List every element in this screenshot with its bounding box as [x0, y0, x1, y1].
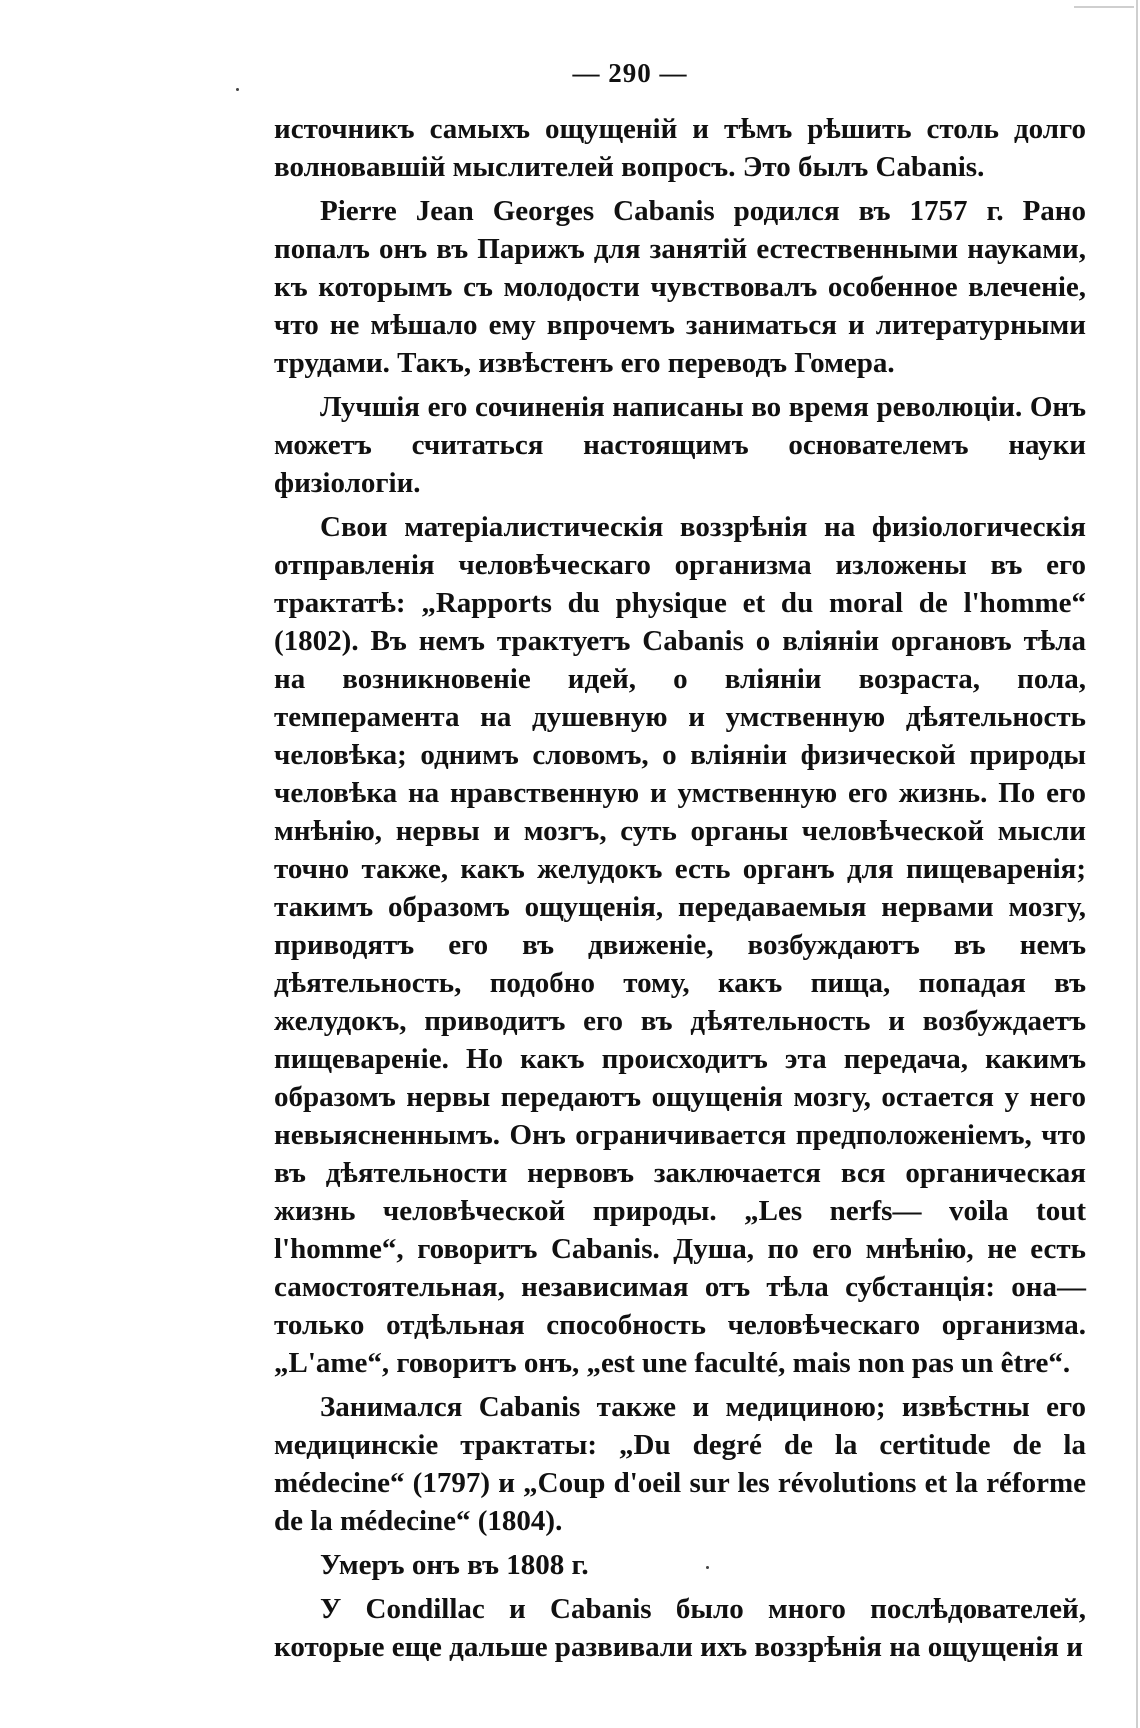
page-number: — 290 — — [572, 58, 688, 88]
body-text — [274, 110, 1086, 1672]
scan-edge-rule — [1074, 6, 1134, 8]
scan-edge-line — [1136, 0, 1138, 1728]
paragraph-1: источникъ самыхъ ощущеній и тѣмъ рѣшить столь долго волновавшій мыслителей вопросъ. Это былъ Cabanis. — [274, 113, 1086, 183]
paragraph-5: Занимался Cabanis также и медициною; извѣстны его медицинскіе трактаты: „Du degré de la certitude de la médecine“ (1797) и „Coup d'oeil sur les révolutions et la réforme de la médecine“ (1804). — [274, 1391, 1086, 1537]
paragraph-4: Свои матеріалистическія воззрѣнія на физіологическія отправленія человѣческаго организма изложены въ его трактатѣ: „Rapports du physique et du moral de l'homme“ (1802). Въ немъ трактуетъ Cabanis о вліяніи органовъ тѣла на возникновеніе идей, о вліяніи возраста, пола, темперамента на душевную и умственную дѣятельность человѣка; однимъ словомъ, о вліяніи физической природы человѣка на нравственную и умственную его жизнь. По его мнѣнію, нервы и мозгъ, суть органы человѣческой мысли точно также, какъ желудокъ есть органъ для пищеваренія; такимъ образомъ ощущенія, передаваемыя нервами мозгу, приводятъ его въ движеніе, возбуждаютъ въ немъ дѣятельность, подобно тому, какъ пища, попадая въ желудокъ, приводитъ его въ дѣятельность и возбуждаетъ пищевареніе. Но какъ происходитъ эта передача, какимъ образомъ нервы передаютъ ощущенія мозгу, остается у него невыясненнымъ. Онъ ограничивается предположеніемъ, что въ дѣятельности нервовъ заключается вся органическая жизнь человѣческой природы. „Les nerfs— voila tout l'homme“, говоритъ Cabanis. Душа, по его мнѣнію, не есть самостоятельная, независимая отъ тѣла субстанція: она—только отдѣльная способность человѣческаго организма. „L'ame“, говоритъ онъ, „est une faculté, mais non pas un être“. — [274, 511, 1086, 1379]
paragraph-2: Pierre Jean Georges Cabanis родился въ 1757 г. Рано попалъ онъ въ Парижъ для занятій естественными науками, къ которымъ съ молодости чувствовалъ особенное влеченіе, что не мѣшало ему впрочемъ заниматься и литературными трудами. Такъ, извѣстенъ его переводъ Гомера. — [274, 195, 1086, 379]
paragraph-3: Лучшія его сочиненія написаны во время революціи. Онъ можетъ считаться настоящимъ основателемъ науки физіологіи. — [274, 391, 1086, 499]
paragraph-7: У Condillac и Cabanis было много послѣдователей, которые еще дальше развивали ихъ воззрѣнія на ощущенія и — [274, 1593, 1086, 1663]
paragraph-6: Умеръ онъ въ 1808 г. — [320, 1549, 589, 1581]
